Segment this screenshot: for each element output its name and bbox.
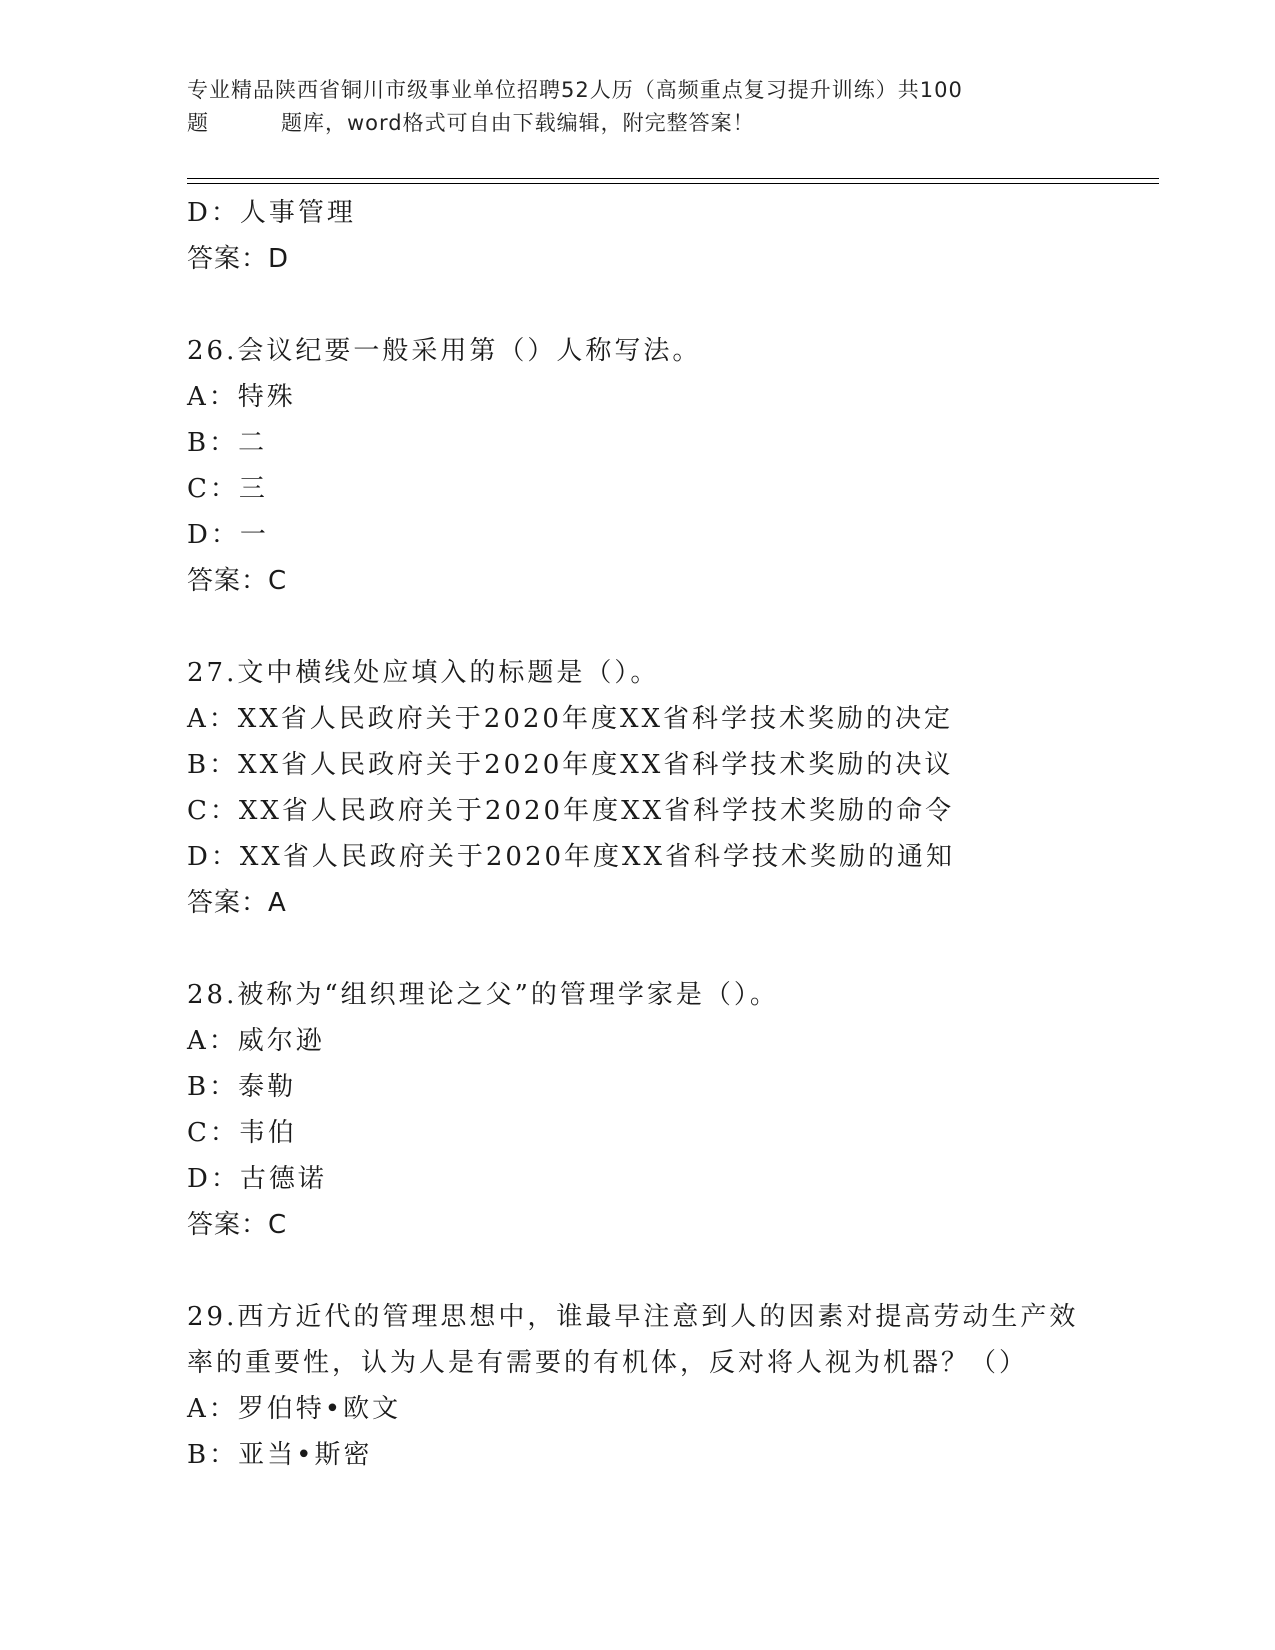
- answer: 答案：C: [187, 566, 288, 596]
- header-title-line-1: 专业精品陕西省铜川市级事业单位招聘52人历（高频重点复习提升训练）共100: [187, 78, 963, 102]
- option-b: B：泰勒: [187, 1072, 297, 1102]
- header-rule-top: [187, 178, 1159, 179]
- question-text: 27.文中横线处应填入的标题是（）。: [187, 658, 660, 688]
- answer: 答案：C: [187, 1210, 288, 1240]
- answer: 答案：D: [187, 244, 290, 274]
- option-d: D：古德诺: [187, 1164, 327, 1194]
- option-c: C：韦伯: [187, 1118, 297, 1148]
- question-list: [187, 190, 1147, 1478]
- option-c: C：三: [187, 474, 268, 504]
- option-b: B：XX省人民政府关于2020年度XX省科学技术奖励的决议: [187, 750, 954, 780]
- question-28: [187, 972, 1147, 1248]
- option-a: A：XX省人民政府关于2020年度XX省科学技术奖励的决定: [187, 704, 953, 734]
- option-a: A：罗伯特•欧文: [187, 1394, 402, 1424]
- question-27: [187, 650, 1147, 926]
- option-d: D：XX省人民政府关于2020年度XX省科学技术奖励的通知: [187, 842, 956, 872]
- question-text: 26.会议纪要一般采用第（）人称写法。: [187, 336, 702, 366]
- option-d: D：一: [187, 520, 269, 550]
- header-title-fragment: 题库，word格式可自由下载编辑，附完整答案！: [281, 111, 755, 135]
- question-text-line-1: 29.西方近代的管理思想中，谁最早注意到人的因素对提高劳动生产效: [187, 1302, 1079, 1332]
- option-c: C：XX省人民政府关于2020年度XX省科学技术奖励的命令: [187, 796, 955, 826]
- option-b: B：二: [187, 428, 268, 458]
- option-a: A：威尔逊: [187, 1026, 325, 1056]
- page-header: [187, 74, 1107, 140]
- option-b: B：亚当•斯密: [187, 1440, 373, 1470]
- answer: 答案：A: [187, 888, 287, 918]
- question-text: 28.被称为“组织理论之父”的管理学家是（）。: [187, 980, 779, 1010]
- header-title-fragment: 题: [187, 111, 209, 135]
- header-title-line-2: [187, 107, 1107, 140]
- question-26: [187, 328, 1147, 604]
- question-text-line-2: 率的重要性，认为人是有需要的有机体，反对将人视为机器？（）: [187, 1348, 1029, 1378]
- option-a: A：特殊: [187, 382, 296, 412]
- header-rule-bottom: [187, 183, 1159, 184]
- option-d: D：人事管理: [187, 198, 356, 228]
- question-29: [187, 1294, 1147, 1478]
